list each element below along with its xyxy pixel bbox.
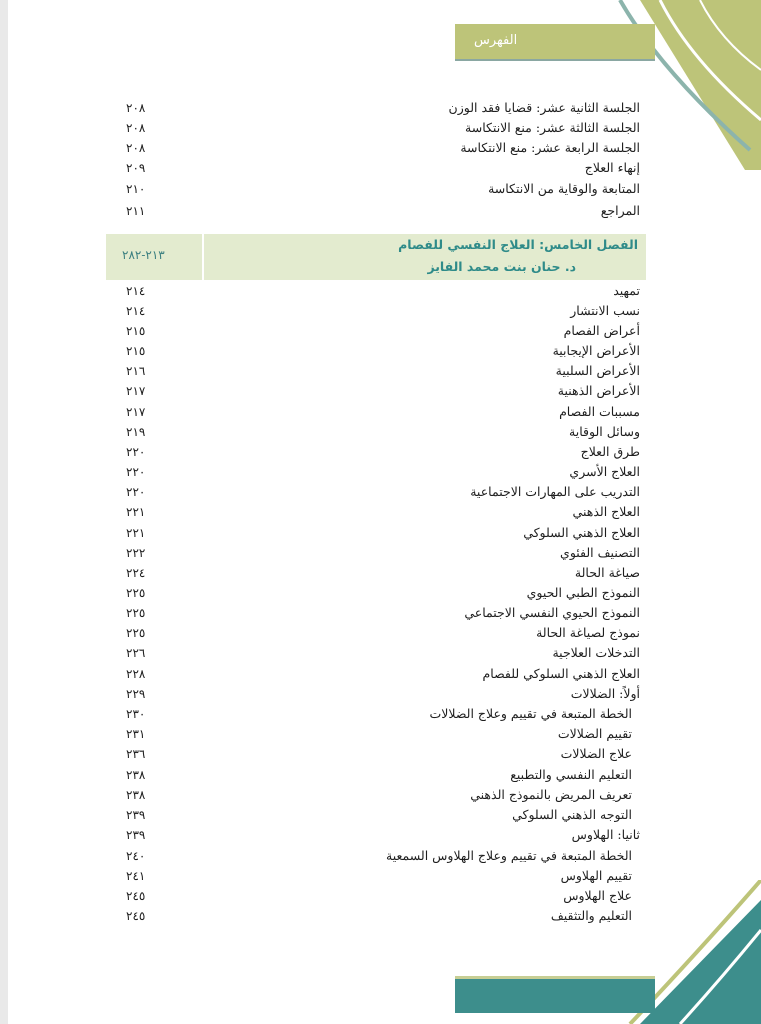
toc-entry-page: ٢١٤: [126, 304, 146, 318]
page-edge: [0, 0, 8, 1024]
toc-entry-title: التدريب على المهارات الاجتماعية: [470, 484, 640, 499]
toc-entry-title: الأعراض الإيجابية: [552, 343, 640, 358]
toc-entry-page: ٢٣٨: [126, 788, 146, 802]
toc-entry-page: ٢٣٨: [126, 768, 146, 782]
toc-entry-title: التدخلات العلاجية: [552, 645, 640, 660]
toc-entry: [110, 785, 640, 805]
toc-entry: [110, 321, 640, 341]
toc-entry-page: ٢١٥: [126, 344, 146, 358]
toc-entry-page: ٢١٥: [126, 324, 146, 338]
toc-entry: [110, 462, 640, 482]
footer-band: [455, 976, 655, 1013]
toc-entry: [110, 906, 640, 926]
toc-entry-page: ٢٣٠: [126, 707, 146, 721]
chapter-author: د. حنان بنت محمد الفايز: [427, 259, 576, 274]
toc-entry: [110, 201, 640, 221]
toc-entry-title: نموذج لصياغة الحالة: [536, 625, 640, 640]
toc-entry: [110, 643, 640, 663]
toc-entry-page: ٢٢٦: [126, 646, 146, 660]
toc-entry-page: ٢٢١: [126, 526, 146, 540]
toc-entry-title: التعليم النفسي والتطبيع: [510, 767, 632, 782]
toc-entry-title: التوجه الذهني السلوكي: [512, 807, 632, 822]
toc-entry-page: ٢٢٥: [126, 626, 146, 640]
toc-entry-page: ٢٢٢: [126, 546, 146, 560]
toc-entry-title: وسائل الوقاية: [569, 424, 640, 439]
toc-entry: [110, 341, 640, 361]
toc-entry-title: الخطة المتبعة في تقييم وعلاج الهلاوس السمعية: [386, 848, 632, 863]
toc-entry-title: المتابعة والوقاية من الانتكاسة: [488, 181, 640, 196]
toc-entry-title: أعراض الفصام: [563, 323, 640, 338]
toc-entry-page: ٢٤٥: [126, 909, 146, 923]
toc-entry: [110, 502, 640, 522]
chapter-heading: [106, 234, 646, 280]
toc-entry-title: المراجع: [600, 203, 640, 218]
toc-entry: [110, 704, 640, 724]
toc-entry: [110, 402, 640, 422]
toc-entry-title: العلاج الأسري: [569, 464, 640, 479]
toc-entry: [110, 381, 640, 401]
toc-entry-title: أولاً: الضلالات: [570, 686, 640, 701]
toc-entry: [110, 623, 640, 643]
toc-entry: [110, 301, 640, 321]
toc-entry-title: التصنيف الفئوي: [560, 545, 640, 560]
toc-entry-title: الجلسة الرابعة عشر: منع الانتكاسة: [460, 140, 640, 155]
toc-entry-title: تمهيد: [613, 283, 640, 298]
toc-entry-page: ٢٠٨: [126, 101, 146, 115]
toc-entry-page: ٢١٠: [126, 182, 146, 196]
toc-entry-title: طرق العلاج: [580, 444, 640, 459]
toc-entry-page: ٢١٤: [126, 284, 146, 298]
toc-entry-title: التعليم والتثقيف: [550, 908, 632, 923]
chapter-divider: [202, 234, 204, 280]
toc-entry-title: النموذج الطبي الحيوي: [526, 585, 640, 600]
toc-entry: [110, 583, 640, 603]
toc-entry-title: العلاج الذهني السلوكي: [523, 525, 640, 540]
toc-entry: [110, 765, 640, 785]
toc-entry-title: الجلسة الثانية عشر: قضايا فقد الوزن: [448, 100, 640, 115]
toc-entry-page: ٢٢٥: [126, 586, 146, 600]
toc-entry-title: النموذج الحيوي النفسي الاجتماعي: [464, 605, 640, 620]
toc-entry: [110, 523, 640, 543]
toc-entry-title: الخطة المتبعة في تقييم وعلاج الضلالات: [429, 706, 632, 721]
toc-entry-page: ٢١٧: [126, 384, 146, 398]
toc-entry-page: ٢٣١: [126, 727, 146, 741]
toc-entry-page: ٢٢٨: [126, 667, 146, 681]
toc-entry-title: مسببات الفصام: [559, 404, 640, 419]
toc-entry-title: نسب الانتشار: [570, 303, 640, 318]
toc-entry: [110, 422, 640, 442]
toc-entry-title: تعريف المريض بالنموذج الذهني: [470, 787, 632, 802]
toc-entry: [110, 563, 640, 583]
toc-entry: [110, 482, 640, 502]
toc-entry: [110, 118, 640, 138]
toc-entry-page: ٢١٧: [126, 405, 146, 419]
chapter-page-range: ٢١٣-٢٨٢: [122, 248, 165, 262]
toc-entry: [110, 886, 640, 906]
toc-entry: [110, 543, 640, 563]
toc-entry: [110, 138, 640, 158]
toc-entry-title: تقييم الضلالات: [557, 726, 632, 741]
toc-entry: [110, 664, 640, 684]
toc-entry-page: ٢٠٩: [126, 161, 146, 175]
toc-entry-page: ٢٢٩: [126, 687, 146, 701]
toc-entry-page: ٢٠٨: [126, 141, 146, 155]
toc-entry: [110, 158, 640, 178]
toc-entry-page: ٢١١: [126, 204, 146, 218]
toc-entry-page: ٢٣٦: [126, 747, 146, 761]
toc-entry-title: تقييم الهلاوس: [560, 868, 632, 883]
toc-entry-page: ٢٢٥: [126, 606, 146, 620]
page-title: الفهرس: [474, 33, 518, 48]
toc-entry-page: ٢٢٤: [126, 566, 146, 580]
toc-entry-page: ٢٢٠: [126, 445, 146, 459]
toc-entry: [110, 866, 640, 886]
toc-entry: [110, 98, 640, 118]
toc-entry: [110, 603, 640, 623]
toc-entry: [110, 825, 640, 845]
toc-entry-title: صياغة الحالة: [574, 565, 640, 580]
toc-entry-title: علاج الضلالات: [560, 746, 632, 761]
toc-entry-page: ٢٤١: [126, 869, 146, 883]
toc-entry-page: ٢١٩: [126, 425, 146, 439]
chapter-title: الفصل الخامس: العلاج النفسي للفصام: [398, 237, 638, 252]
toc-entry-title: العلاج الذهني: [572, 504, 640, 519]
toc-entry-page: ٢٤٥: [126, 889, 146, 903]
toc-entry-page: ٢٣٩: [126, 828, 146, 842]
toc-entry-title: علاج الهلاوس: [563, 888, 632, 903]
toc-entry-page: ٢٢٠: [126, 485, 146, 499]
toc-entry: [110, 361, 640, 381]
toc-entry: [110, 684, 640, 704]
toc-entry-page: ٢٢١: [126, 505, 146, 519]
toc-entry: [110, 179, 640, 199]
toc-entry: [110, 281, 640, 301]
toc-entry-page: ٢٢٠: [126, 465, 146, 479]
toc-entry: [110, 846, 640, 866]
toc-entry: [110, 724, 640, 744]
toc-entry: [110, 744, 640, 764]
toc-entry: [110, 805, 640, 825]
toc-entry-page: ٢٣٩: [126, 808, 146, 822]
toc-entry-title: الجلسة الثالثة عشر: منع الانتكاسة: [465, 120, 640, 135]
toc-entry-page: ٢١٦: [126, 364, 146, 378]
toc-entry-title: الأعراض الذهنية: [557, 383, 640, 398]
toc-entry-page: ٢٠٨: [126, 121, 146, 135]
toc-entry: [110, 442, 640, 462]
toc-entry-title: إنهاء العلاج: [584, 160, 640, 175]
toc-entry-title: الأعراض السلبية: [555, 363, 640, 378]
toc-entry-title: العلاج الذهني السلوكي للفصام: [482, 666, 640, 681]
toc-entry-page: ٢٤٠: [126, 849, 146, 863]
toc-entry-title: ثانيا: الهلاوس: [571, 827, 640, 842]
